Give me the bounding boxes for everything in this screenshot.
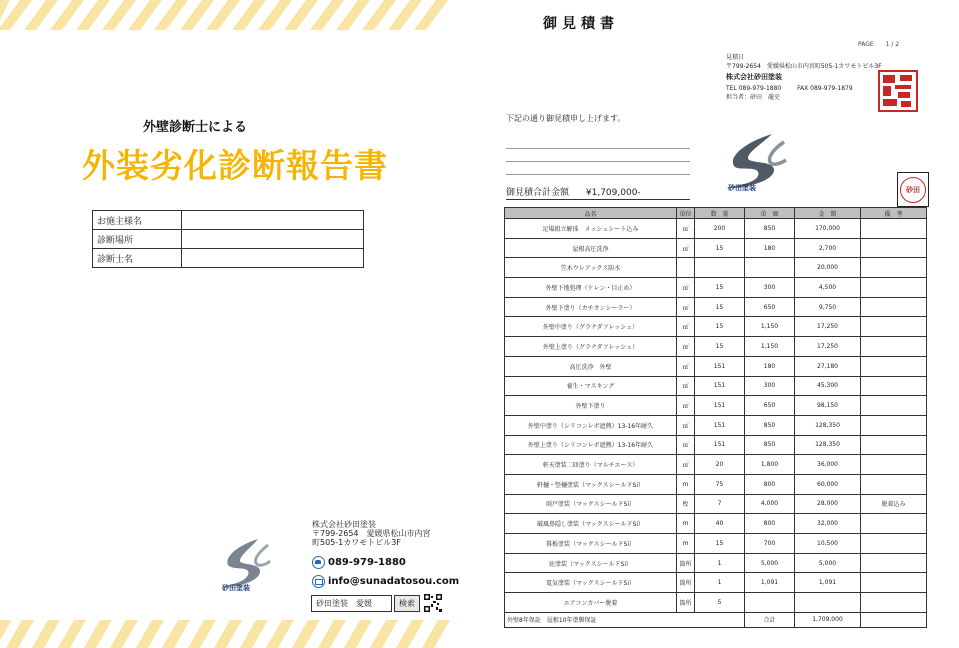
- item-note: [861, 593, 927, 613]
- item-price: 5,000: [745, 553, 795, 573]
- item-price: 850: [745, 219, 795, 239]
- table-row: [93, 230, 364, 249]
- item-amount: 128,350: [795, 415, 861, 435]
- item-price: 850: [745, 415, 795, 435]
- table-footer-row: [505, 612, 927, 627]
- item-qty: 75: [695, 474, 745, 494]
- item-amount: 45,300: [795, 376, 861, 396]
- item-unit: ㎡: [677, 356, 695, 376]
- item-qty: 20: [695, 455, 745, 475]
- company-logo-icon: [218, 535, 274, 595]
- table-row: [505, 317, 927, 337]
- item-qty: 15: [695, 317, 745, 337]
- table-row: [505, 278, 927, 298]
- item-amount: 36,000: [795, 455, 861, 475]
- estimate-brand: 砂田塗装: [728, 184, 756, 192]
- estimate-note: 下記の通り御見積申し上げます。: [506, 114, 626, 123]
- table-header-row: [505, 208, 927, 219]
- item-name: 外壁下塗り: [505, 396, 677, 416]
- table-row: [505, 435, 927, 455]
- item-name: 軒天塗装二回塗り（マルチエース）: [505, 455, 677, 475]
- table-row: [505, 297, 927, 317]
- item-unit: ㎡: [677, 376, 695, 396]
- item-note: [861, 258, 927, 278]
- item-name: エアコンカバー脱着: [505, 593, 677, 613]
- issuer-contact: [726, 84, 882, 93]
- item-amount: 17,250: [795, 317, 861, 337]
- item-note: [861, 337, 927, 357]
- item-note: [861, 415, 927, 435]
- item-name: 足場組立解体 メッシュシート込み: [505, 219, 677, 239]
- item-name: 屋根高圧洗浄: [505, 238, 677, 258]
- item-unit: ㎡: [677, 238, 695, 258]
- table-row: [505, 514, 927, 534]
- item-name: 電気塗装（マックスシールドSi）: [505, 573, 677, 593]
- item-name: 庇塗装（マックスシールドSi）: [505, 553, 677, 573]
- col-header-amount: 金 額: [795, 208, 861, 219]
- table-row: [505, 494, 927, 514]
- item-name: 笠木ウレアックス防水: [505, 258, 677, 278]
- field-label: お施主様名: [93, 211, 182, 230]
- personal-seal-icon: [900, 177, 926, 203]
- table-row: [505, 219, 927, 239]
- table-row: [505, 258, 927, 278]
- item-qty: 151: [695, 376, 745, 396]
- item-qty: 1: [695, 573, 745, 593]
- item-qty: 15: [695, 534, 745, 554]
- item-name: 外壁上塗り（シリコンレボ遮熱）13-16年耐久: [505, 435, 677, 455]
- phone-number[interactable]: 089-979-1880: [328, 557, 406, 568]
- item-qty: 1: [695, 553, 745, 573]
- item-price: 650: [745, 297, 795, 317]
- item-unit: ㎡: [677, 317, 695, 337]
- table-row: [505, 474, 927, 494]
- item-qty: 15: [695, 297, 745, 317]
- table-row: [93, 249, 364, 268]
- table-row: [93, 211, 364, 230]
- item-amount: 5,000: [795, 553, 861, 573]
- item-note: [861, 278, 927, 298]
- company-address: 町505-1カワモトビル3F: [312, 538, 401, 547]
- table-row: [505, 415, 927, 435]
- item-amount: 2,700: [795, 238, 861, 258]
- item-qty: 151: [695, 396, 745, 416]
- item-amount: 10,500: [795, 534, 861, 554]
- item-unit: 箇所: [677, 573, 695, 593]
- item-amount: 32,000: [795, 514, 861, 534]
- item-unit: ㎡: [677, 435, 695, 455]
- issuer-person: 担当者：砂田 龍史: [726, 94, 781, 101]
- field-value: [182, 249, 364, 268]
- item-price: 300: [745, 376, 795, 396]
- item-note: 脱着込み: [861, 494, 927, 514]
- item-price: 1,800: [745, 455, 795, 475]
- item-amount: [795, 593, 861, 613]
- item-price: 800: [745, 514, 795, 534]
- item-unit: ㎡: [677, 415, 695, 435]
- item-price: [745, 258, 795, 278]
- field-value: [182, 211, 364, 230]
- item-qty: 40: [695, 514, 745, 534]
- item-name: 外壁中塗り（シリコンレボ遮熱）13-16年耐久: [505, 415, 677, 435]
- estimate-page: [490, 0, 959, 648]
- total-label: 御見積合計金額: [506, 188, 570, 198]
- item-note: [861, 356, 927, 376]
- item-qty: 7: [695, 494, 745, 514]
- issuer-company: 株式会社砂田塗装: [726, 73, 782, 81]
- estimate-date-label: 見積日: [726, 54, 745, 61]
- item-name: 破風鼻隠し塗装（マックスシールドSi）: [505, 514, 677, 534]
- item-note: [861, 435, 927, 455]
- total-value: ¥1,709,000-: [585, 188, 641, 198]
- footer-note: [861, 612, 927, 627]
- item-unit: ㎡: [677, 278, 695, 298]
- item-qty: 15: [695, 337, 745, 357]
- cover-subtitle: 外壁診断士による: [142, 120, 247, 135]
- item-unit: 枚: [677, 494, 695, 514]
- item-price: [745, 593, 795, 613]
- item-name: 外壁中塗り（グラナダフレッシュ）: [505, 317, 677, 337]
- phone-row: [312, 556, 406, 569]
- item-qty: 151: [695, 415, 745, 435]
- table-row: [505, 238, 927, 258]
- item-price: 800: [745, 474, 795, 494]
- item-name: 外壁下塗り（カチオンシーラー）: [505, 297, 677, 317]
- item-name: 幕板塗装（マックスシールドSi）: [505, 534, 677, 554]
- issuer-fax: FAX 089-979-1879: [797, 85, 853, 92]
- item-note: [861, 534, 927, 554]
- item-note: [861, 238, 927, 258]
- item-qty: 151: [695, 356, 745, 376]
- item-note: [861, 573, 927, 593]
- item-unit: 箇所: [677, 593, 695, 613]
- item-price: 180: [745, 356, 795, 376]
- table-row: [505, 534, 927, 554]
- item-qty: [695, 258, 745, 278]
- phone-icon: [312, 556, 325, 569]
- item-unit: ㎡: [677, 337, 695, 357]
- item-price: 650: [745, 396, 795, 416]
- company-seal-icon: [878, 70, 918, 112]
- item-price: 1,091: [745, 573, 795, 593]
- field-label: 診断士名: [93, 249, 182, 268]
- col-header-note: 備 考: [861, 208, 927, 219]
- cover-title: 外装劣化診断報告書: [82, 146, 388, 185]
- item-note: [861, 396, 927, 416]
- decorative-stripes-bottom: [0, 614, 452, 648]
- company-brand: 砂田塗装: [222, 584, 250, 592]
- item-note: [861, 376, 927, 396]
- issuer-address: 〒799-2654 愛媛県松山市内宮町505-1カワモトビル3F: [726, 63, 882, 70]
- company-name: 株式会社砂田塗装: [312, 520, 376, 529]
- item-note: [861, 219, 927, 239]
- personal-seal-box: [897, 172, 929, 207]
- item-unit: m: [677, 474, 695, 494]
- item-note: [861, 553, 927, 573]
- subtotal-label: 合計: [745, 612, 795, 627]
- item-amount: 128,350: [795, 435, 861, 455]
- item-unit: ㎡: [677, 455, 695, 475]
- table-row: [505, 455, 927, 475]
- qr-code-icon: [424, 594, 442, 612]
- cover-page: [0, 0, 470, 648]
- col-header-unit: 単位: [677, 208, 695, 219]
- item-name: 外壁下地処理（ケレン・目止め）: [505, 278, 677, 298]
- item-unit: 箇所: [677, 553, 695, 573]
- item-price: 700: [745, 534, 795, 554]
- table-row: [505, 356, 927, 376]
- item-amount: 28,000: [795, 494, 861, 514]
- item-unit: ㎡: [677, 396, 695, 416]
- item-note: [861, 455, 927, 475]
- item-qty: 200: [695, 219, 745, 239]
- estimate-total: [506, 185, 690, 200]
- note-lines: [506, 136, 690, 175]
- item-price: 1,150: [745, 317, 795, 337]
- item-price: 180: [745, 238, 795, 258]
- col-header-qty: 数 量: [695, 208, 745, 219]
- table-row: [505, 337, 927, 357]
- item-name: 高圧洗浄 外壁: [505, 356, 677, 376]
- company-postal: 〒799-2654 愛媛県松山市内宮: [312, 529, 431, 538]
- estimate-title: 御見積書: [543, 16, 619, 32]
- item-amount: 60,000: [795, 474, 861, 494]
- item-name: 雨戸塗装（マックスシールドSi）: [505, 494, 677, 514]
- col-header-name: 品名: [505, 208, 677, 219]
- search-button[interactable]: 検索: [394, 595, 420, 612]
- email-address[interactable]: info@sunadatosou.com: [328, 576, 460, 587]
- company-address-block: [312, 520, 431, 547]
- estimate-table-body: [505, 219, 927, 613]
- item-note: [861, 474, 927, 494]
- item-qty: 5: [695, 593, 745, 613]
- issuer-block: [726, 53, 882, 102]
- table-row: [505, 396, 927, 416]
- table-row: [505, 376, 927, 396]
- item-price: 300: [745, 278, 795, 298]
- table-row: [505, 553, 927, 573]
- item-amount: 27,180: [795, 356, 861, 376]
- item-note: [861, 297, 927, 317]
- item-qty: 15: [695, 238, 745, 258]
- field-value: [182, 230, 364, 249]
- item-price: 850: [745, 435, 795, 455]
- item-name: 養生・マスキング: [505, 376, 677, 396]
- item-unit: ㎡: [677, 297, 695, 317]
- item-amount: 9,750: [795, 297, 861, 317]
- item-unit: m: [677, 534, 695, 554]
- estimate-table: [504, 207, 927, 628]
- subtotal-value: 1,709,000: [795, 612, 861, 627]
- seal-text: 砂田: [906, 185, 920, 194]
- table-row: [505, 593, 927, 613]
- email-row: [312, 575, 459, 588]
- mail-icon: [312, 575, 325, 588]
- warranty-text: 外壁8年保証 屋根10年塗膜保証: [505, 612, 745, 627]
- item-price: 4,000: [745, 494, 795, 514]
- search-box: [311, 594, 442, 612]
- item-unit: ㎡: [677, 219, 695, 239]
- field-label: 診断場所: [93, 230, 182, 249]
- item-note: [861, 514, 927, 534]
- item-unit: m: [677, 514, 695, 534]
- table-row: [505, 573, 927, 593]
- item-amount: 4,500: [795, 278, 861, 298]
- item-name: 軒樋・竪樋塗装（マックスシールドSi）: [505, 474, 677, 494]
- item-amount: 20,000: [795, 258, 861, 278]
- item-qty: 15: [695, 278, 745, 298]
- col-header-price: 単 価: [745, 208, 795, 219]
- page-number: PAGE 1 / 2: [858, 41, 900, 48]
- item-qty: 151: [695, 435, 745, 455]
- search-input[interactable]: 砂田塗装 愛媛: [311, 595, 392, 612]
- client-info-table: [92, 210, 364, 268]
- item-amount: 1,091: [795, 573, 861, 593]
- item-unit: [677, 258, 695, 278]
- item-amount: 17,250: [795, 337, 861, 357]
- decorative-stripes-top: [0, 0, 452, 30]
- item-note: [861, 317, 927, 337]
- issuer-tel: TEL 089-979-1880: [726, 85, 782, 92]
- item-amount: 98,150: [795, 396, 861, 416]
- item-name: 外壁上塗り（グラナダフレッシュ）: [505, 337, 677, 357]
- item-price: 1,150: [745, 337, 795, 357]
- item-amount: 170,000: [795, 219, 861, 239]
